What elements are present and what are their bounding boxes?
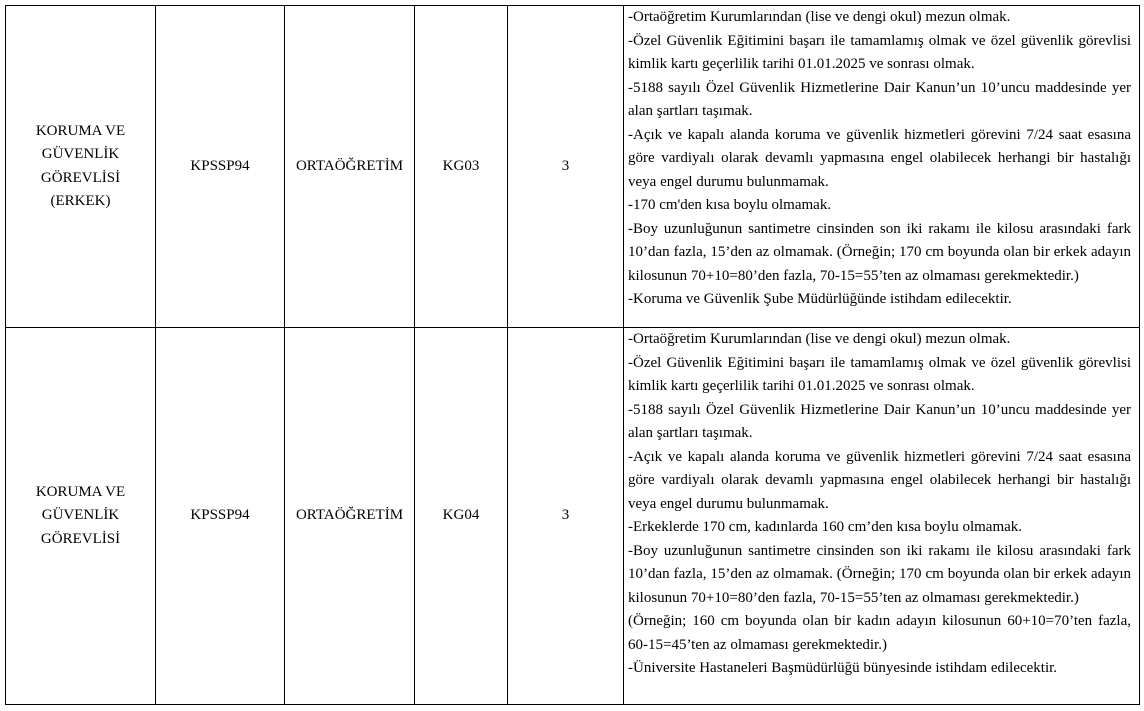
table-row <box>6 6 1140 328</box>
requirement-item: -Koruma ve Güvenlik Şube Müdürlüğünde istihdam edilecektir. <box>628 291 1012 307</box>
position-title-line: GÜVENLİK <box>41 507 120 524</box>
requirement-item: -Açık ve kapalı alanda koruma ve güvenlik hizmetleri görevini 7/24 saat esasına göre vardiyalı olarak devamlı yapmasına engel olabilecek herhangi bir hastalığı veya engel durumu bulunmamak. <box>628 448 1131 512</box>
requirement-item: -5188 sayılı Özel Güvenlik Hizmetlerine Dair Kanun’un 10’uncu maddesinde yer alan şartları taşımak. <box>628 401 1131 441</box>
position-code-cell: KG04 <box>415 328 508 705</box>
requirement-item: -Erkeklerde 170 cm, kadınlarda 160 cm’den kısa boylu olmamak. <box>628 519 1023 535</box>
position-title-line: GÜVENLİK <box>41 146 120 162</box>
requirement-item: -5188 sayılı Özel Güvenlik Hizmetlerine Dair Kanun’un 10’uncu maddesinde yer alan şartları taşımak. <box>628 79 1131 119</box>
position-title-cell <box>6 6 156 328</box>
requirement-item: -Ortaöğretim Kurumlarından (lise ve dengi okul) mezun olmak. <box>628 9 1011 25</box>
requirements-cell <box>624 6 1140 328</box>
position-title-cell <box>6 328 156 705</box>
requirement-item: (Örneğin; 160 cm boyunda olan bir kadın adayın kilosunun 60+10=70’ten fazla, 60-15=45’ten az olmaması gerekmektedir.) <box>628 613 1131 653</box>
position-title-line: (ERKEK) <box>50 193 111 209</box>
requirement-item: -Ortaöğretim Kurumlarından (lise ve dengi okul) mezun olmak. <box>628 331 1011 347</box>
positions-table <box>5 5 1140 705</box>
position-title-line: KORUMA VE <box>35 122 126 139</box>
requirements-cell <box>624 328 1140 705</box>
requirement-item: -Boy uzunluğunun santimetre cinsinden son iki rakamı ile kilosu arasındaki fark 10’dan fazla, 15’den az olmamak. (Örneğin; 170 cm boyunda olan bir erkek adayın kilosunun 70+10=80’den fazla, 70-15=55’ten az olmaması gerekmektedir.) <box>628 220 1131 284</box>
exam-code-cell: KPSSP94 <box>156 6 285 328</box>
requirement-item: -Üniversite Hastaneleri Başmüdürlüğü bünyesinde istihdam edilecektir. <box>628 660 1058 676</box>
table-row <box>6 328 1140 705</box>
position-title-line: GÖREVLİSİ <box>40 530 121 547</box>
requirement-item: -Boy uzunluğunun santimetre cinsinden son iki rakamı ile kilosu arasındaki fark 10’dan fazla, 15’den az olmamak. (Örneğin; 170 cm boyunda olan bir erkek adayın kilosunun 70+10=80’den fazla, 70-15=55’ten az olmaması gerekmektedir.) <box>628 542 1131 606</box>
requirement-item: -Özel Güvenlik Eğitimini başarı ile tamamlamış olmak ve özel güvenlik görevlisi kimlik kartı geçerlilik tarihi 01.01.2025 ve sonrası olmak. <box>628 32 1131 72</box>
requirement-item: -Özel Güvenlik Eğitimini başarı ile tamamlamış olmak ve özel güvenlik görevlisi kimlik kartı geçerlilik tarihi 01.01.2025 ve sonrası olmak. <box>628 354 1131 394</box>
position-title-line: GÖREVLİSİ <box>40 169 121 186</box>
position-code-cell: KG03 <box>415 6 508 328</box>
education-level-cell: ORTAÖĞRETİM <box>285 328 415 705</box>
requirement-item: -Açık ve kapalı alanda koruma ve güvenlik hizmetleri görevini 7/24 saat esasına göre vardiyalı olarak devamlı yapmasına engel olabilecek herhangi bir hastalığı veya engel durumu bulunmamak. <box>628 126 1131 190</box>
position-count-cell: 3 <box>508 328 624 705</box>
position-count-cell: 3 <box>508 6 624 328</box>
education-level-cell: ORTAÖĞRETİM <box>285 6 415 328</box>
position-title-line: KORUMA VE <box>35 483 126 500</box>
requirement-item: -170 cm'den kısa boylu olmamak. <box>628 197 832 213</box>
exam-code-cell: KPSSP94 <box>156 328 285 705</box>
